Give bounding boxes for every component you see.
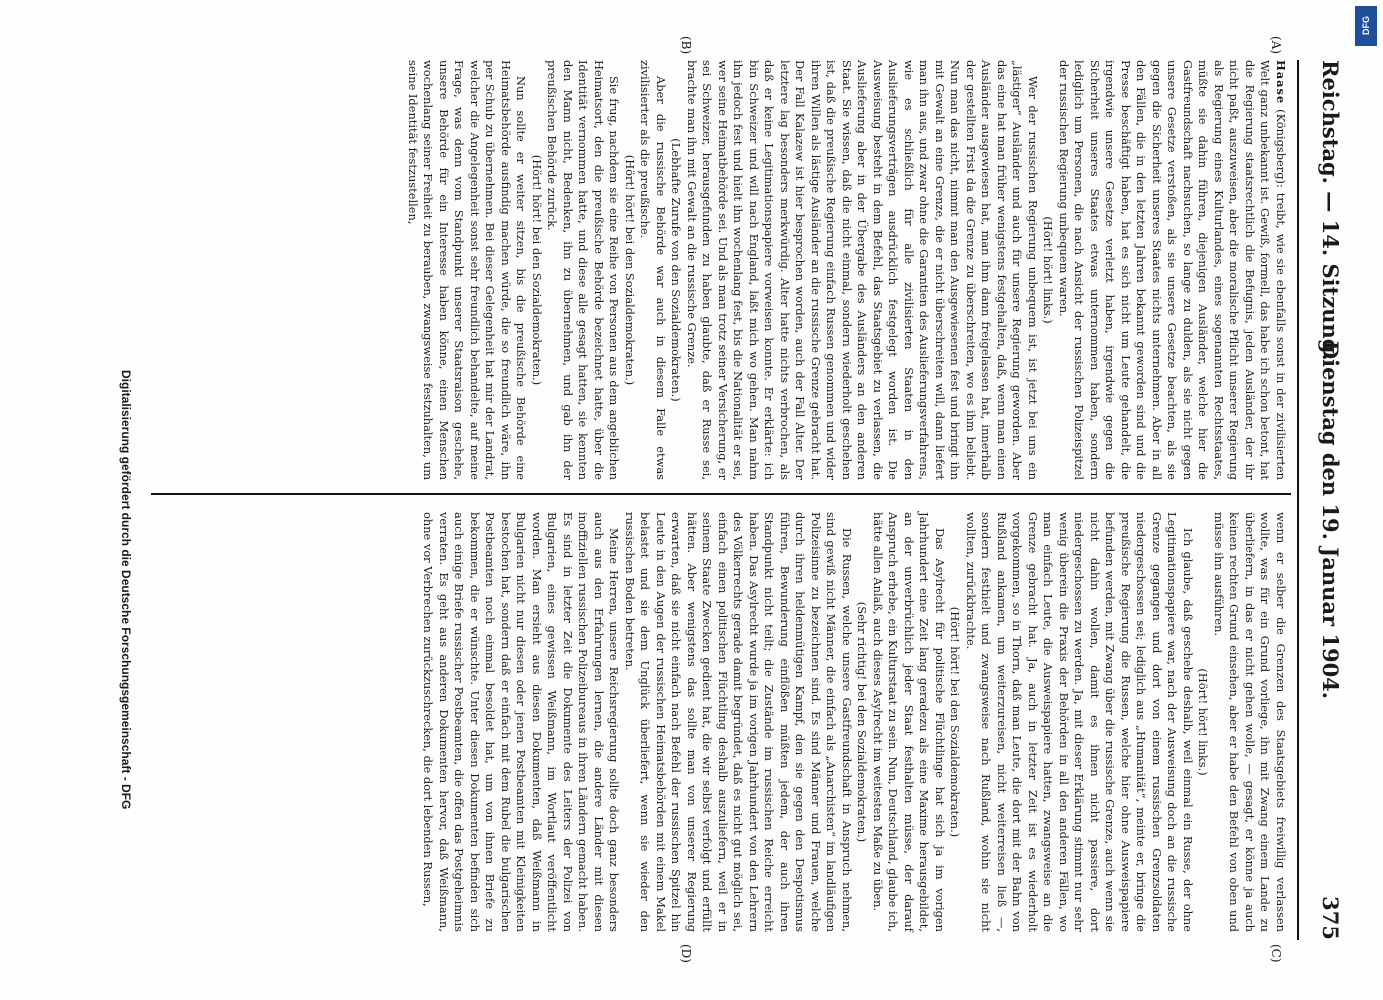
paragraph: Nun sollte er weiter sitzen, bis die preußische Behörde eine Heimatsbehörde ausfindig machen würde, die so freundlich wäre, ihn per Schub zu übernehmen. Bei dieser Gelegenheit hat mir der Landrat, welcher die Angelegenheit sonst sehr freundlich behandelte, auf meine Frage, was denn vom Standpunkt unserer Staatsraison geschehe, unsere Behörde für ein Interesse haben könne, einen Menschen wochenlang seiner Freiheit zu berauben, zwangsweise festzuhalten, um seine Identität festzustellen, [406, 60, 529, 480]
paragraph: Ich glaube, daß geschehe deshalb, weil einmal ein Russe, der ohne Legitimationspapiere war, nach der Ausweisung doch an die russische Grenze gegangen und dort von einem russischen Grenzsoldaten niedergeschossen sei; lediglich aus „Humanität“, meinte er, bringe die preußische Regierung die Russen, welche hier ohne Ausweispapiere befunden werden, mit Zwang über die russische Grenze, auch wenn sie nicht dahin wollen, damit es ihnen nicht passiere, dort niedergeschossen zu werden. Ja, mit dieser Erklärung stimmt nur sehr wenig überein die Praxis der Behörden in all den anderen Fällen, wo man einfach Leute, die Ausweispapiere hatten, zwangsweise an die Grenze gebracht hat. Ja, auch in letzter Zeit ist es wiederholt vorgekommen, so in Thorn, daß man Leute, die dort mit der Bahn von Rußland ankamen, um weiterzureisen, nicht weiterreisen ließ —, sondern festhielt und zwangsweise nach Rußland, wohin sie nicht wollten, zurückbrachte. [964, 512, 1195, 932]
speaker-name: Haase [1274, 60, 1288, 105]
left-column [405, 60, 1289, 480]
paragraph-text: treibt, wie sie ebenfalls sonst in der zivilisierten Welt ganz unbekannt ist. Gewiß, formell, das habe ich schon betont, hat die Regierung staatsrechtlich die Befugnis, jeden Ausländer, der ihr nicht paßt, auszuweisen, aber die moralische Pflicht unserer Regierung als Regierung eines Kulturlandes, eines sogenannten Rechtsstaates, müßte sie dahin führen, diejenigen Ausländer, welche hier die Gastfreundschaft nachsuchen, so lange zu dulden, als sie nicht gegen unsere Gesetze verstoßen, als sie unsere Gesetze beachten, als sie gegen die Sicherheit unseres Staates nichts unternehmen. Aber in all den Fällen, die in den letzten Jahren bekannt geworden sind und die Presse beschäftigt haben, hat es sich nicht um Leute gehandelt, die irgendwie unsere Gesetze verletzt haben, irgendwie gegen die Sicherheit unseres Staates etwas unternommen haben, sondern lediglich um Personen, die nach Ansicht der russischen Polizeispitzel der russischen Regierung unbequem waren. [1057, 60, 1288, 481]
column-rule [151, 493, 1291, 495]
paragraph: Aber die russische Behörde war auch in diesem Falle etwas zivilisierter als die preußische. [638, 60, 668, 480]
interjection: (Lebhafte Zurufe von den Sozialdemokraten.) [669, 138, 684, 402]
interjection: (Hört! hört! bei den Sozialdemokraten.) [530, 154, 544, 386]
paragraph: Wer der russischen Regierung unbequem ist, ist jetzt bei uns ein „lästiger“ Ausländer und auch für unsere Regierung geworden. Aber das eine hat man früher wenigstens festgehalten, daß, wenn man einen Ausländer ausgewiesen hat, man ihm dann freigelassen hat, innerhalb der gestellten Frist da die Grenze zu überschreiten, wo es ihm beliebt. Nun man das nicht, nimmt man den Ausgewiesenen fest und bringt ihn mit Gewalt an eine Grenze, die er nicht überschreiten will, dann liefert man ihn aus, und zwar ohne die Garantien des Auslieferungsverfahrens, wie es schließlich für alle zivilisierten Staaten in den Auslieferungsverträgen ausdrücklich festgelegt worden ist. Die Ausweisung besteht in dem Befehl, das Staatsgebiet zu verlassen, die Auslieferung aber in der Übergabe des Ausländers an den anderen Staat. Sie wissen, daß die nicht einmal, sondern wiederholt geschehen ist, daß die preußische Regierung einfach Russen genommen und wider ihren Willen als lästige Ausländer an die russische Grenze gebracht hat. Der Fall Kalazew ist hier besprochen worden, auch der Fall Alter. Der letztere lag besonders merkwürdig. Alter hatte nichts verbrochen, als daß er keine Legitimationspapiere vorweisen konnte. Er erklärte: ich bin Schweizer und will nach England, laßt mich wo gehen. Man nahm ihn jedoch fest und hielt ihn wochenlang fest, bis die Nationalität er sei, wer seine Heimatbehörde sei. Und als man trotz seiner Versicherung, er sei Schweizer, herausgefunden zu haben glaubte, daß er Russe sei, brachte man ihn mit Gewalt an die russische Grenze. [685, 60, 1040, 480]
digitization-credit: Digitalisierung gefördert durch die Deutsche Forschungsgemeinschaft - DFG [119, 370, 133, 810]
header-rule [1297, 60, 1299, 940]
margin-marker-a: (A) [1269, 36, 1283, 55]
interjection: (Hört! hört! links.) [1196, 668, 1211, 776]
paragraph: Das Asylrecht für politische Flüchtlinge hat sich ja im vorigen Jahrhundert eine Zeit lang geradezu als eine Maxime herausgebildet, an der unverbrüchlich jeder Staat festhalten müsse, der darauf Anspruch erhebe, ein Kulturstaat zu sein. Nun, Deutschland, glaube ich, hätte allen Anlaß, auch dieses Asylrecht im weitesten Maße zu üben. [871, 512, 947, 932]
speaker-place: (Königsberg): [1274, 109, 1288, 188]
right-column [420, 512, 1288, 932]
dfg-logo: DFG [1355, 6, 1377, 46]
interjection: (Hört! hört! bei den Sozialdemokraten.) [623, 154, 637, 386]
page-number: 375 [1318, 896, 1343, 940]
margin-marker-d: (D) [679, 944, 693, 963]
paragraph: Die Russen, welche unsere Gastfreundschaft in Anspruch nehmen, sind gewiß nicht Männer, die einfach als „Anarchisten“ im landläufigen Polizeisinne zu bezeichnen sind. Es sind Männer und Frauen, welche durch ihren heldenmütigen Kampf, den sie gegen den Despotismus führen, Bewunderung einflößen müßten jedem, der auch ihren Standpunkt nicht teilt; die Zustände im russischen Reiche erreicht haben. Das Asylrecht wurde ja im vorigen Jahrhundert von den Lehrern des Völkerrechts gerade damit begründet, daß es nicht gut möglich sei, einfach einen politischen Flüchtling deshalb auszuliefern, weil er in seinem Staate Zwecken gedient hat, die wir selbst verfolgt und erfüllt hätten. Aber wenigstens das sollte man von unserer Regierung erwarten, daß sie nicht einfach nach Befehl der russischen Spitzel hin Leute in den Augen der russischen Heimatsbehörden mit einem Makel belastet und sie dem Unglück überliefert, wenn sie wieder den russischen Boden betreten. [623, 512, 854, 932]
header-left: Reichstag. — 14. Sitzung. [1318, 60, 1343, 361]
paragraph: Sie frug, nachdem sie eine Reihe von Personen aus dem angeblichen Heimatsort, den die preußische Behörde bezeichnet hatte, über die Identität vernommen hatte, und diese alle gesagt hatten, sie kennten den Mann nicht, Bedenken, ihn zu übernehmen, und gab ihn der preußischen Behörde zurück. [545, 60, 622, 480]
paragraph: Meine Herren, unsere Reichsregierung sollte doch ganz besonders auch aus den Erfahrungen lernen, die andere Länder mit diesen inoffiziellen russischen Polizeibureaus in ihren Ländern gemacht haben. Es sind in letzter Zeit die Dokumente des Leiters der Polizei von Bulgarien, eines gewissen Weißmann, im Wortlaut veröffentlicht worden. Man ersieht aus diesen Dokumenten, daß Weißmann in Bulgarien nicht nur diesen oder jenen Postbeamten mit Kleinigkeiten bestochen hat, sondern daß er einfach mit dem Rubel die bulgarischen Postbeamten noch einmal besoldet hat, um von ihnen Briefe zu bekommen, die er wünschte. Unter diesen Dokumenten befinden sich auch einige Briefe russischer Postbeamten, die offen das Postgeheimnis verraten. Es geht aus anderen Dokumenten hervor, daß Weißmann, ohne vor Verbrechen zurückzuschrecken, die dort lebenden Russen, [421, 512, 622, 932]
interjection: (Hört! hört! links.) [1041, 216, 1056, 324]
margin-marker-b: (B) [679, 36, 693, 55]
paragraph [1056, 60, 1289, 480]
paragraph: wenn er selber die Grenzen des Staatsgebiets freiwillig verlassen wollte, was für ein Grund vorliege, ihn mit Zwang einem Lande zu überliefern, in das er nicht gehen wolle, — gesagt, er könne ja auch keinen rechten Grund einsehen, aber er habe den Befehl von oben und müsse ihn ausführen. [1212, 512, 1288, 932]
margin-marker-c: (C) [1269, 944, 1283, 963]
header-center: Dienstag den 19. Januar 1904. [1318, 340, 1343, 700]
interjection: (Hört! hört! bei den Sozialdemokraten.) [948, 606, 963, 838]
interjection: (Sehr richtig! bei den Sozialdemokraten.) [855, 601, 870, 843]
